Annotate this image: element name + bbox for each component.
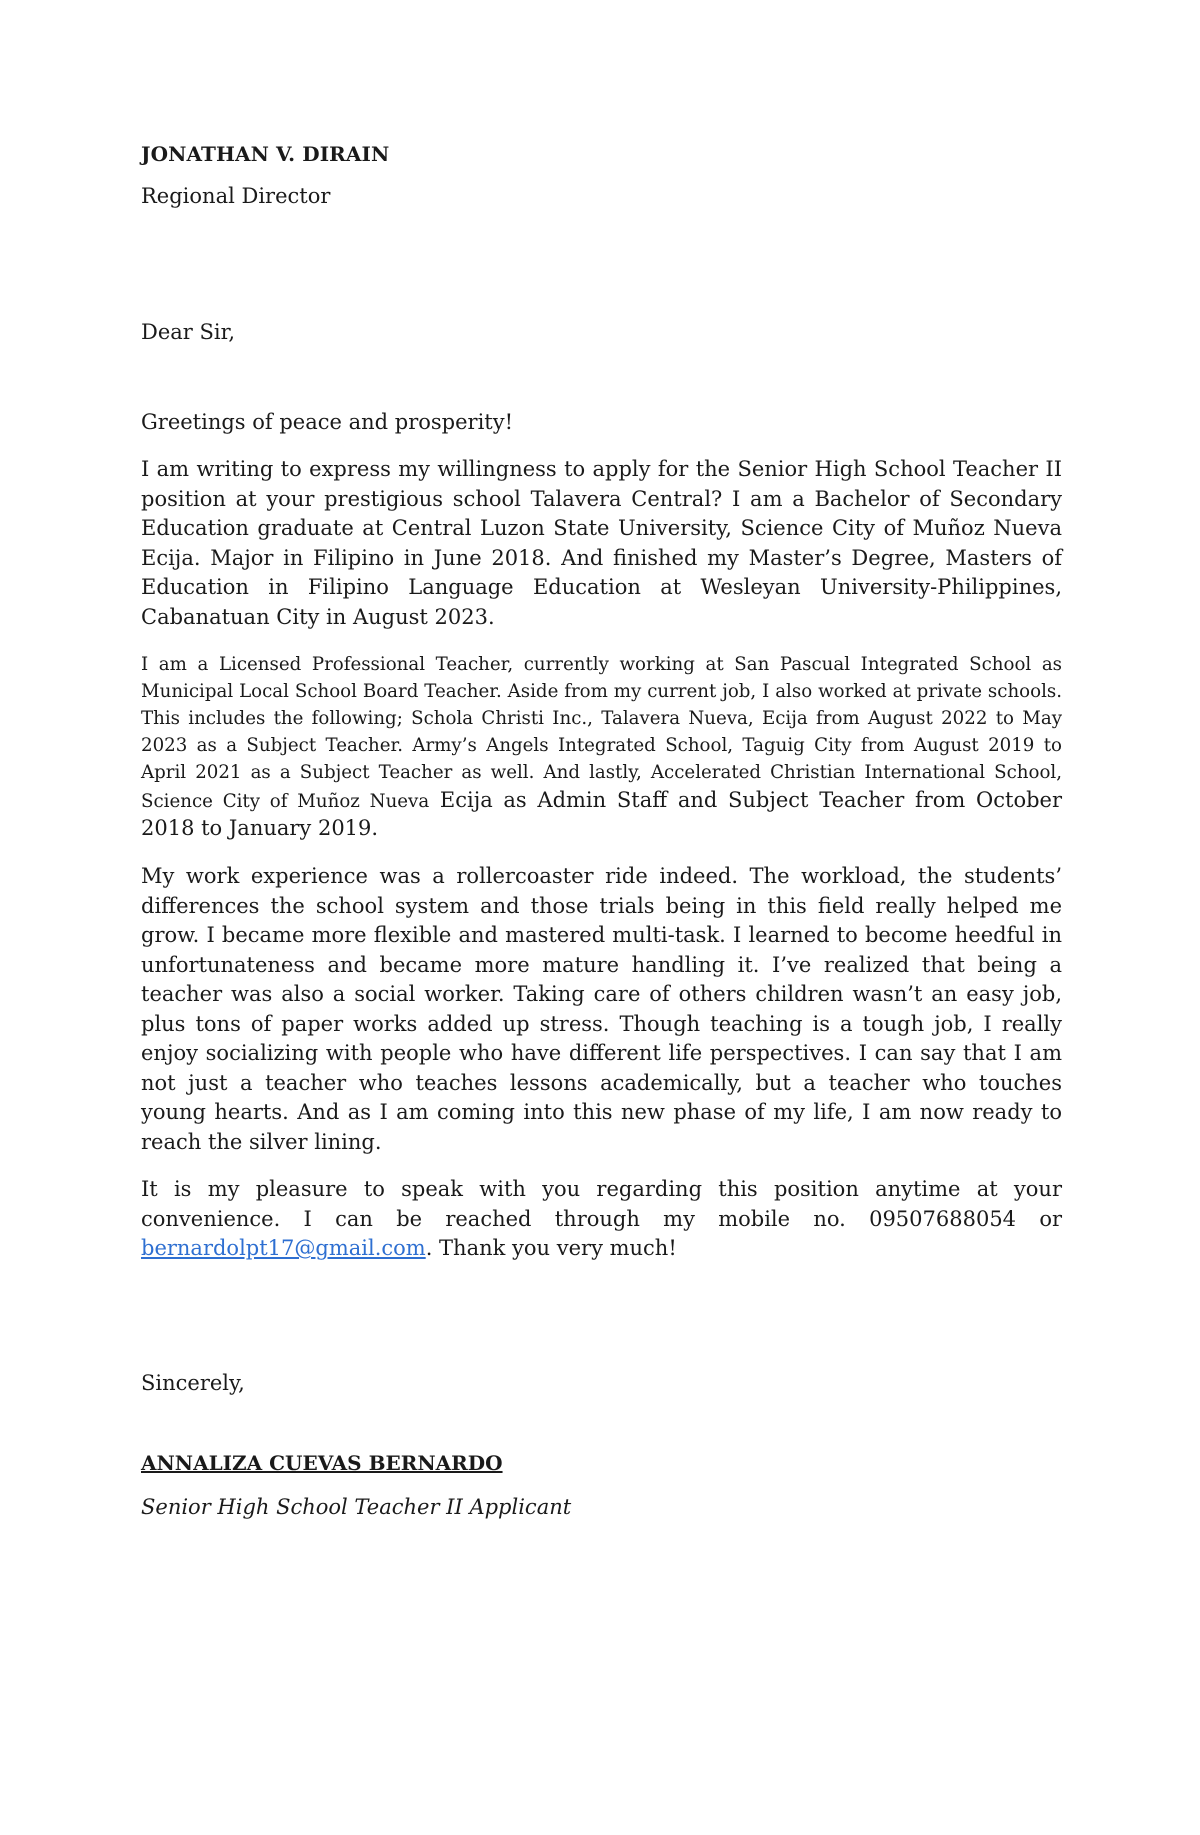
signer-name: ANNALIZA CUEVAS BERNARDO xyxy=(141,1451,503,1476)
cover-letter xyxy=(141,140,1062,1522)
contact-paragraph xyxy=(141,1175,1062,1264)
contact-text-end: . Thank you very much! xyxy=(425,1236,677,1261)
email-link[interactable]: bernardolpt17@gmail.com xyxy=(141,1236,426,1261)
contact-text: It is my pleasure to speak with you regarding this position anytime at your convenience. I can be reached through my mobile no. 09507688054 or xyxy=(141,1177,1062,1231)
intro-paragraph: I am writing to express my willingness to apply for the Senior High School Teacher II position at your prestigious school Talavera Central? I am a Bachelor of Secondary Education graduate at Central Luzon State University, Science City of Muñoz Nueva Ecija. Major in Filipino in June 2018. And finished my Master’s Degree, Masters of Education in Filipino Language Education at Wesleyan University-Philippines, Cabanatuan City in August 2023. xyxy=(141,457,1062,629)
recipient-name: JONATHAN V. DIRAIN xyxy=(141,142,390,166)
reflection-paragraph: My work experience was a rollercoaster ride indeed. The workload, the students’ differences the school system and those trials being in this field really helped me grow. I became more flexible and mastered multi-task. I learned to become heedful in unfortunateness and became more mature handling it. I’ve realized that being a teacher was also a social worker. Taking care of others children wasn’t an easy job, plus tons of paper works added up stress. Though teaching is a tough job, I really enjoy socializing with people who have different life perspectives. I can say that I am not just a teacher who teaches lessons academically, but a teacher who touches young hearts. And as I am coming into this new phase of my life, I am now ready to reach the silver lining. xyxy=(141,864,1062,1154)
recipient-title: Regional Director xyxy=(141,183,331,208)
experience-paragraph xyxy=(141,652,1062,844)
closing: Sincerely, xyxy=(141,1370,245,1395)
salutation: Dear Sir, xyxy=(141,320,236,344)
signer-title: Senior High School Teacher II Applicant xyxy=(141,1494,572,1519)
experience-text: I am a Licensed Professional Teacher, currently working at San Pascual Integrated School as Municipal Local School Board Teacher. Aside from my current job, I also worked at private schools. This includes the following; Schola Christi Inc., Talavera Nueva, Ecija from August 2022 to May 2023 as a Subject Teacher. Army’s Angels Integrated School, Taguig City from August 2019 to April 2021 as a Subject Teacher as well. And lastly, Accelerated Christian International School, Science City of Muñoz Nueva xyxy=(141,654,1062,812)
greeting: Greetings of peace and prosperity! xyxy=(141,409,514,434)
experience-text-tail: Ecija as Admin Staff and Subject Teacher from October 2018 to January 2019. xyxy=(141,787,1062,841)
